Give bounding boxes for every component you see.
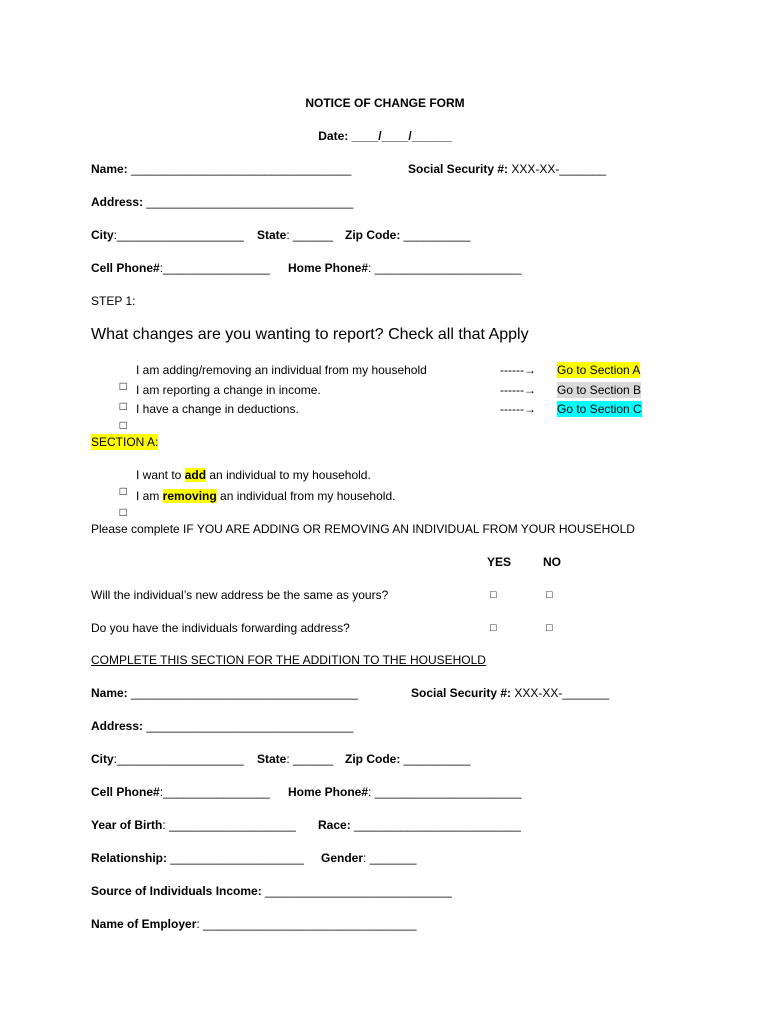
income-blank[interactable]: ____________________________	[261, 884, 452, 898]
option-3[interactable]	[113, 401, 127, 433]
goto-section-a: Go to Section A	[557, 363, 641, 377]
addition-section-title: COMPLETE THIS SECTION FOR THE ADDITION TO THE HOUSEHOLD	[91, 653, 486, 667]
question-forwarding-address: Do you have the individuals forwarding address?	[91, 621, 350, 635]
ssn-blank[interactable]: XXX-XX-_______	[508, 162, 607, 176]
relationship-blank[interactable]: ____________________	[167, 851, 304, 865]
section-a-option-remove[interactable]	[113, 488, 127, 520]
step1-label: STEP 1:	[91, 294, 136, 308]
state-blank[interactable]: : ______	[286, 228, 334, 242]
race-field[interactable]	[318, 817, 521, 833]
section-a-instruction: Please complete IF YOU ARE ADDING OR REMOVING AN INDIVIDUAL FROM YOUR HOUSEHOLD	[91, 522, 635, 536]
race-blank[interactable]: _________________________	[350, 818, 521, 832]
date-field[interactable]: Date: ____/____/______	[318, 129, 452, 143]
q1-yes-checkbox[interactable]: □	[490, 589, 497, 601]
checkbox-icon[interactable]: □	[119, 399, 127, 413]
add-name-label: Name:	[91, 686, 128, 700]
add-ssn-label: Social Security #:	[411, 686, 512, 700]
relationship-field[interactable]	[91, 850, 304, 866]
add-ssn-field[interactable]	[411, 685, 609, 701]
remove-text: I am removing an individual from my household.	[136, 489, 396, 503]
add-state-blank[interactable]: : ______	[286, 752, 334, 766]
section-a-title: SECTION A:	[91, 435, 159, 449]
add-zip-blank[interactable]: __________	[400, 752, 471, 766]
goto-section-c: Go to Section C	[557, 402, 642, 416]
q2-no-checkbox[interactable]: □	[546, 622, 553, 634]
zip-label: Zip Code:	[345, 228, 401, 242]
year-of-birth-field[interactable]	[91, 817, 296, 833]
add-cell-label: Cell Phone#	[91, 785, 160, 799]
gender-blank[interactable]: : _______	[363, 851, 417, 865]
ssn-label: Social Security #:	[408, 162, 509, 176]
add-address-label: Address:	[91, 719, 144, 733]
gender-label: Gender	[321, 851, 364, 865]
arrow-icon: ------→	[500, 402, 536, 416]
home-blank[interactable]: : ______________________	[368, 261, 522, 275]
cell-label: Cell Phone#	[91, 261, 160, 275]
arrow-icon: ------→	[500, 363, 536, 377]
checkbox-icon[interactable]: □	[119, 505, 127, 519]
income-source-field[interactable]	[91, 883, 452, 899]
city-field[interactable]	[91, 227, 244, 243]
add-city-blank[interactable]: :___________________	[113, 752, 244, 766]
state-field[interactable]	[257, 227, 333, 243]
add-name-field[interactable]	[91, 685, 358, 701]
address-field[interactable]	[91, 194, 353, 210]
add-cell-blank[interactable]: :________________	[159, 785, 270, 799]
gender-field[interactable]	[321, 850, 416, 866]
checkbox-icon[interactable]: □	[119, 418, 127, 432]
add-state-label: State	[257, 752, 287, 766]
add-city-field[interactable]	[91, 751, 244, 767]
home-phone-field[interactable]	[288, 260, 522, 276]
city-blank[interactable]: :___________________	[113, 228, 244, 242]
q1-no-checkbox[interactable]: □	[546, 589, 553, 601]
add-cell-phone-field[interactable]	[91, 784, 270, 800]
add-home-phone-field[interactable]	[288, 784, 522, 800]
cell-blank[interactable]: :________________	[159, 261, 270, 275]
state-label: State	[257, 228, 287, 242]
checkbox-icon[interactable]: □	[119, 379, 127, 393]
relationship-label: Relationship:	[91, 851, 168, 865]
question-heading: What changes are you wanting to report? Check all that Apply	[91, 326, 529, 343]
option-2-text: I am reporting a change in income.	[136, 383, 321, 397]
employer-blank[interactable]: : ________________________________	[196, 917, 417, 931]
add-home-blank[interactable]: : ______________________	[368, 785, 522, 799]
yob-label: Year of Birth	[91, 818, 163, 832]
home-label: Home Phone#	[288, 261, 369, 275]
question-same-address: Will the individual’s new address be the same as yours?	[91, 588, 389, 602]
add-address-field[interactable]	[91, 718, 353, 734]
form-title: NOTICE OF CHANGE FORM	[305, 96, 465, 110]
yob-blank[interactable]: : ___________________	[162, 818, 296, 832]
name-label: Name:	[91, 162, 128, 176]
race-label: Race:	[318, 818, 351, 832]
cell-phone-field[interactable]	[91, 260, 270, 276]
name-blank[interactable]: _________________________________	[127, 162, 352, 176]
zip-blank[interactable]: __________	[400, 228, 471, 242]
add-home-label: Home Phone#	[288, 785, 369, 799]
yes-header: YES	[487, 555, 512, 569]
option-3-text: I have a change in deductions.	[136, 402, 299, 416]
employer-label: Name of Employer	[91, 917, 197, 931]
address-blank[interactable]: _______________________________	[143, 195, 354, 209]
employer-field[interactable]	[91, 916, 417, 932]
address-label: Address:	[91, 195, 144, 209]
income-label: Source of Individuals Income:	[91, 884, 262, 898]
goto-section-b: Go to Section B	[557, 383, 642, 397]
add-city-label: City	[91, 752, 114, 766]
removing-keyword: removing	[162, 489, 217, 503]
add-keyword: add	[184, 468, 207, 482]
city-label: City	[91, 228, 114, 242]
arrow-icon: ------→	[500, 383, 536, 397]
add-zip-field[interactable]	[345, 751, 470, 767]
ssn-field[interactable]	[408, 161, 606, 177]
add-text: I want to add an individual to my household.	[136, 468, 371, 482]
add-state-field[interactable]	[257, 751, 333, 767]
q2-yes-checkbox[interactable]: □	[490, 622, 497, 634]
no-header: NO	[543, 555, 561, 569]
add-name-blank[interactable]: __________________________________	[127, 686, 358, 700]
option-1-text: I am adding/removing an individual from my household	[136, 363, 427, 377]
add-zip-label: Zip Code:	[345, 752, 401, 766]
zip-field[interactable]	[345, 227, 470, 243]
add-ssn-blank[interactable]: XXX-XX-_______	[511, 686, 610, 700]
name-field[interactable]	[91, 161, 351, 177]
add-address-blank[interactable]: _______________________________	[143, 719, 354, 733]
checkbox-icon[interactable]: □	[119, 484, 127, 498]
